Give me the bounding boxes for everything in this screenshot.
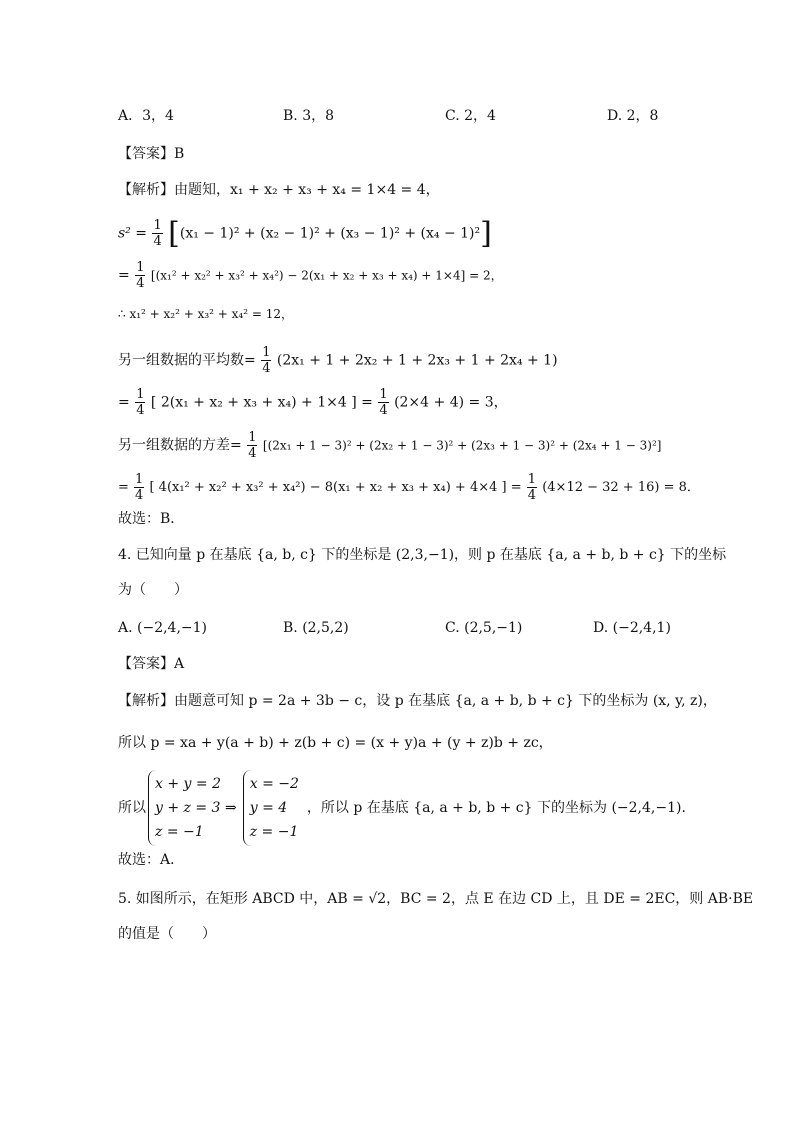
- so-label: 所以: [118, 800, 146, 816]
- q3-var-result: = $\frac{1}{4}$ [ 4(x₁² + x₂² + x₃² + x₄²) − 8(x₁ + x₂ + x₃ + x₄) + 4×4 ] = $\frac{1}{4}$ (4×12 − 32 + 16) = 8．: [118, 472, 700, 503]
- q4-conclusion: 故选：A．: [118, 852, 185, 868]
- variance-lhs: s² =: [118, 225, 147, 242]
- q3-option-c: C. 2，4: [445, 108, 496, 124]
- q4-analysis-line1: [118, 694, 717, 708]
- mean-value: (2×4 + 4) = 3，: [394, 394, 508, 411]
- implies-arrow: ⇒: [224, 800, 237, 816]
- var-value: (4×12 − 32 + 16) = 8．: [542, 480, 700, 495]
- mean-expr: (2x₁ + 1 + 2x₂ + 1 + 2x₃ + 1 + 2x₄ + 1): [276, 352, 558, 369]
- q3-expansion: = $\frac{1}{4}$ [(x₁² + x₂² + x₃² + x₄²) − 2(x₁ + x₂ + x₃ + x₄) + 1×4] = 2，: [118, 260, 503, 291]
- fraction: $\frac{1}{4}$: [136, 387, 145, 418]
- q3-mean-result: = $\frac{1}{4}$ [ 2(x₁ + x₂ + x₃ + x₄) + 1×4 ] = $\frac{1}{4}$ (2×4 + 4) = 3，: [118, 387, 508, 418]
- q4-system-line: [118, 770, 695, 846]
- q3-mean-line: 另一组数据的平均数= $\frac{1}{4}$ (2x₁ + 1 + 2x₂ + 1 + 2x₃ + 1 + 2x₄ + 1): [118, 345, 558, 376]
- q4-option-a: A. (−2,4,−1): [118, 620, 208, 636]
- q3-option-b: B. 3，8: [283, 108, 335, 124]
- variance-body: (x₁ − 1)² + (x₂ − 1)² + (x₃ − 1)² + (x₄ − 1)²: [179, 225, 481, 242]
- var-step: [ 4(x₁² + x₂² + x₃² + x₄²) − 8(x₁ + x₂ + x₃ + x₄) + 4×4 ]: [149, 480, 507, 495]
- fraction: $\frac{1}{4}$: [153, 218, 162, 249]
- mean-step: [ 2(x₁ + x₂ + x₃ + x₄) + 1×4 ]: [150, 394, 357, 411]
- q3-option-d: D. 2，8: [607, 108, 659, 124]
- q4-stem-line2: 为（ ）: [118, 582, 188, 598]
- q3-conclusion: 故选：B．: [118, 511, 185, 527]
- analysis-label: 【解析】: [118, 182, 174, 198]
- fraction: $\frac{1}{4}$: [136, 260, 145, 291]
- mean-label: 另一组数据的平均数: [118, 352, 244, 369]
- q5-stem-line1: 5. 如图所示，在矩形 ABCD 中，AB = √2，BC = 2，点 E 在边 CD 上，且 DE = 2EC，则 AB·BE: [118, 891, 754, 907]
- q3-var-line: 另一组数据的方差= $\frac{1}{4}$ [(2x₁ + 1 − 3)² + (2x₂ + 1 − 3)² + (2x₃ + 1 − 3)² + (2x₄ + 1 − 3)²]: [118, 430, 662, 461]
- q5-stem-line2: 的值是（ ）: [118, 926, 216, 942]
- result-text: ，所以 p 在基底 {a, a + b, b + c} 下的坐标为 (−2,4,−1)．: [306, 800, 696, 816]
- q4-option-d: D. (−2,4,1): [593, 620, 671, 636]
- var-label: 另一组数据的方差: [118, 437, 230, 454]
- q4-stem-line1: 4. 已知向量 p 在基底 {a, b, c} 下的坐标是 (2,3,−1)，则 p 在基底 {a, a + b, b + c} 下的坐标: [118, 547, 727, 563]
- q4-analysis-line2: 所以 p = xa + y(a + b) + z(b + c) = (x + y)a + (y + z)b + zc，: [118, 735, 553, 751]
- solution-system: x = −2 y = 4 z = −1: [243, 770, 299, 846]
- fraction: $\frac{1}{4}$: [379, 387, 388, 418]
- fraction: $\frac{1}{4}$: [527, 472, 537, 503]
- analysis-text: 由题意可知 p = 2a + 3b − c，设 p 在基底 {a, a + b, b + c} 下的坐标为 (x, y, z)，: [174, 693, 717, 709]
- var-expr: [(2x₁ + 1 − 3)² + (2x₂ + 1 − 3)² + (2x₃ + 1 − 3)² + (2x₄ + 1 − 3)²]: [262, 438, 662, 453]
- analysis-text: 由题知，x₁ + x₂ + x₃ + x₄ = 1×4 = 4，: [174, 182, 440, 198]
- q4-option-c: C. (2,5,−1): [445, 620, 523, 636]
- equation-system: x + y = 2 y + z = 3 z = −1: [148, 770, 221, 846]
- q3-variance-formula: s² = $\frac{1}{4}$ [(x₁ − 1)² + (x₂ − 1)² + (x₃ − 1)² + (x₄ − 1)²]: [118, 215, 492, 251]
- q4-option-b: B. (2,5,2): [283, 620, 349, 636]
- q3-option-a: A．3，4: [118, 108, 174, 124]
- fraction: $\frac{1}{4}$: [262, 345, 271, 376]
- q3-sum-squares: ∴ x₁² + x₂² + x₃² + x₄² = 12，: [118, 307, 294, 321]
- fraction: $\frac{1}{4}$: [248, 430, 257, 461]
- expansion-body: [(x₁² + x₂² + x₃² + x₄²) − 2(x₁ + x₂ + x₃ + x₄) + 1×4] = 2，: [150, 268, 503, 283]
- q4-answer: 【答案】A: [118, 656, 185, 672]
- q3-analysis-line1: [118, 183, 440, 197]
- analysis-label: 【解析】: [118, 693, 174, 709]
- q3-answer: 【答案】B: [118, 146, 185, 162]
- fraction: $\frac{1}{4}$: [135, 472, 144, 503]
